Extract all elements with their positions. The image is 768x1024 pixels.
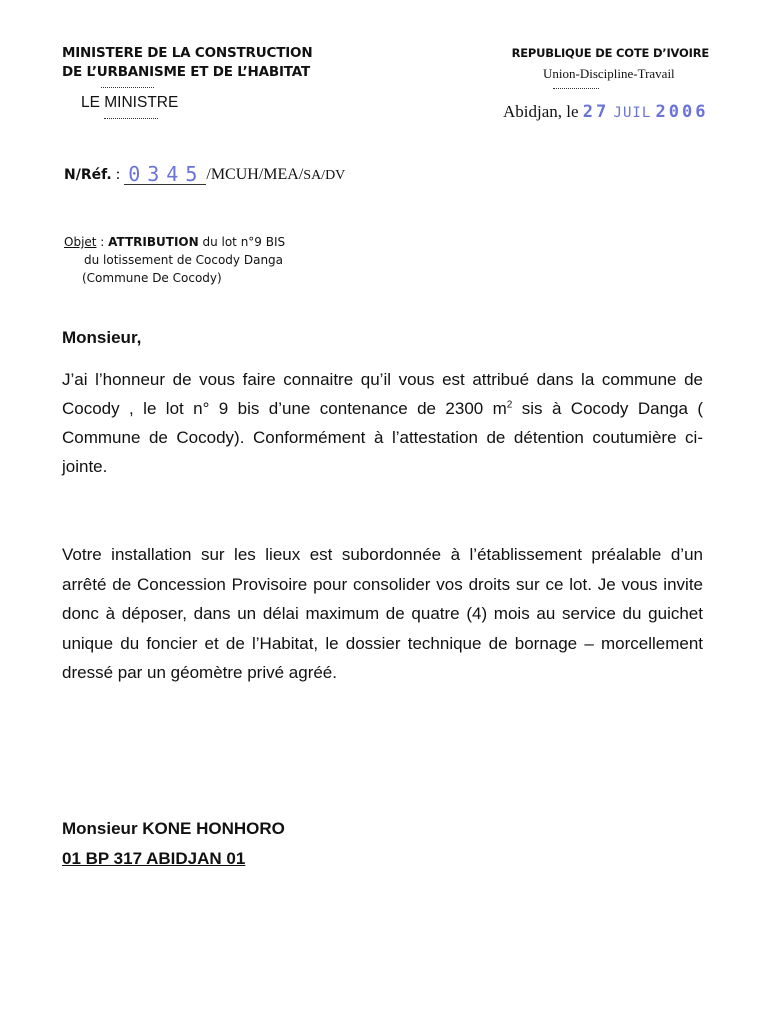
subject-line1-rest: du lot n°9 BIS — [198, 235, 286, 249]
date-stamp-year: 2006 — [655, 102, 709, 122]
date-stamp-day: 27 — [582, 102, 610, 122]
reference-line — [64, 164, 345, 185]
subject-label: Objet — [64, 235, 97, 249]
motto-separator-dots — [553, 88, 599, 89]
subject-keyword: ATTRIBUTION — [108, 235, 199, 249]
subject-line1 — [64, 233, 285, 251]
date-prefix: Abidjan, le — [503, 102, 579, 121]
ministry-header — [62, 44, 312, 82]
minister-title: LE MINISTRE — [81, 94, 179, 111]
reference-separator: : — [111, 166, 125, 183]
subject-line2: du lotissement de Cocody Danga — [84, 253, 284, 267]
paragraph-1-part1: J’ai l’honneur de vous faire connaitre qu’il vous est attribué dans la commune de Cocody , le lot n° 9 bis d’une contenance de 2300 m — [62, 370, 703, 418]
minister-separator-dots — [104, 118, 158, 119]
paragraph-1 — [62, 365, 703, 481]
date-stamp-month: JUIL — [613, 105, 652, 121]
recipient-block — [62, 814, 285, 874]
ministry-separator-dots — [101, 87, 154, 88]
reference-suffix-initials: SA/DV — [303, 168, 346, 183]
date-line — [503, 102, 708, 122]
national-motto: Union-Discipline-Travail — [543, 66, 675, 81]
reference-suffix: /MCUH/MEA/ — [206, 166, 304, 183]
subject-line3: (Commune De Cocody) — [82, 271, 222, 285]
recipient-address: 01 BP 317 ABIDJAN 01 — [62, 849, 246, 868]
paragraph-2: Votre installation sur les lieux est subordonnée à l’établissement préalable d’un arrêté de Concession Provisoire pour consolider vos droits sur ce lot. Je vous invite donc à déposer, dans un délai maximum de quatre (4) mois au service du guichet unique du foncier et de l’Habitat, le dossier technique de bornage – morcellement dressé par un géomètre privé agréé. — [62, 545, 703, 683]
reference-label: N/Réf. — [64, 167, 112, 183]
recipient-name: Monsieur KONE HONHORO — [62, 819, 285, 838]
ministry-name-line1: MINISTERE DE LA CONSTRUCTION — [62, 45, 313, 61]
ministry-name-line2: DE L’URBANISME ET DE L’HABITAT — [62, 64, 310, 80]
paragraph-1-superscript: 2 — [506, 399, 513, 411]
paragraph-1-part2: sis à Cocody Danga ( Commune de Cocody). Conformément à l’attestation de détention coutumière ci-jointe. — [62, 399, 703, 476]
reference-number-stamp: 0345 — [124, 164, 206, 185]
republic-name: REPUBLIQUE DE COTE D’IVOIRE — [511, 46, 709, 60]
subject-separator: : — [96, 235, 109, 249]
subject-block — [64, 233, 285, 287]
salutation: Monsieur, — [62, 328, 142, 347]
